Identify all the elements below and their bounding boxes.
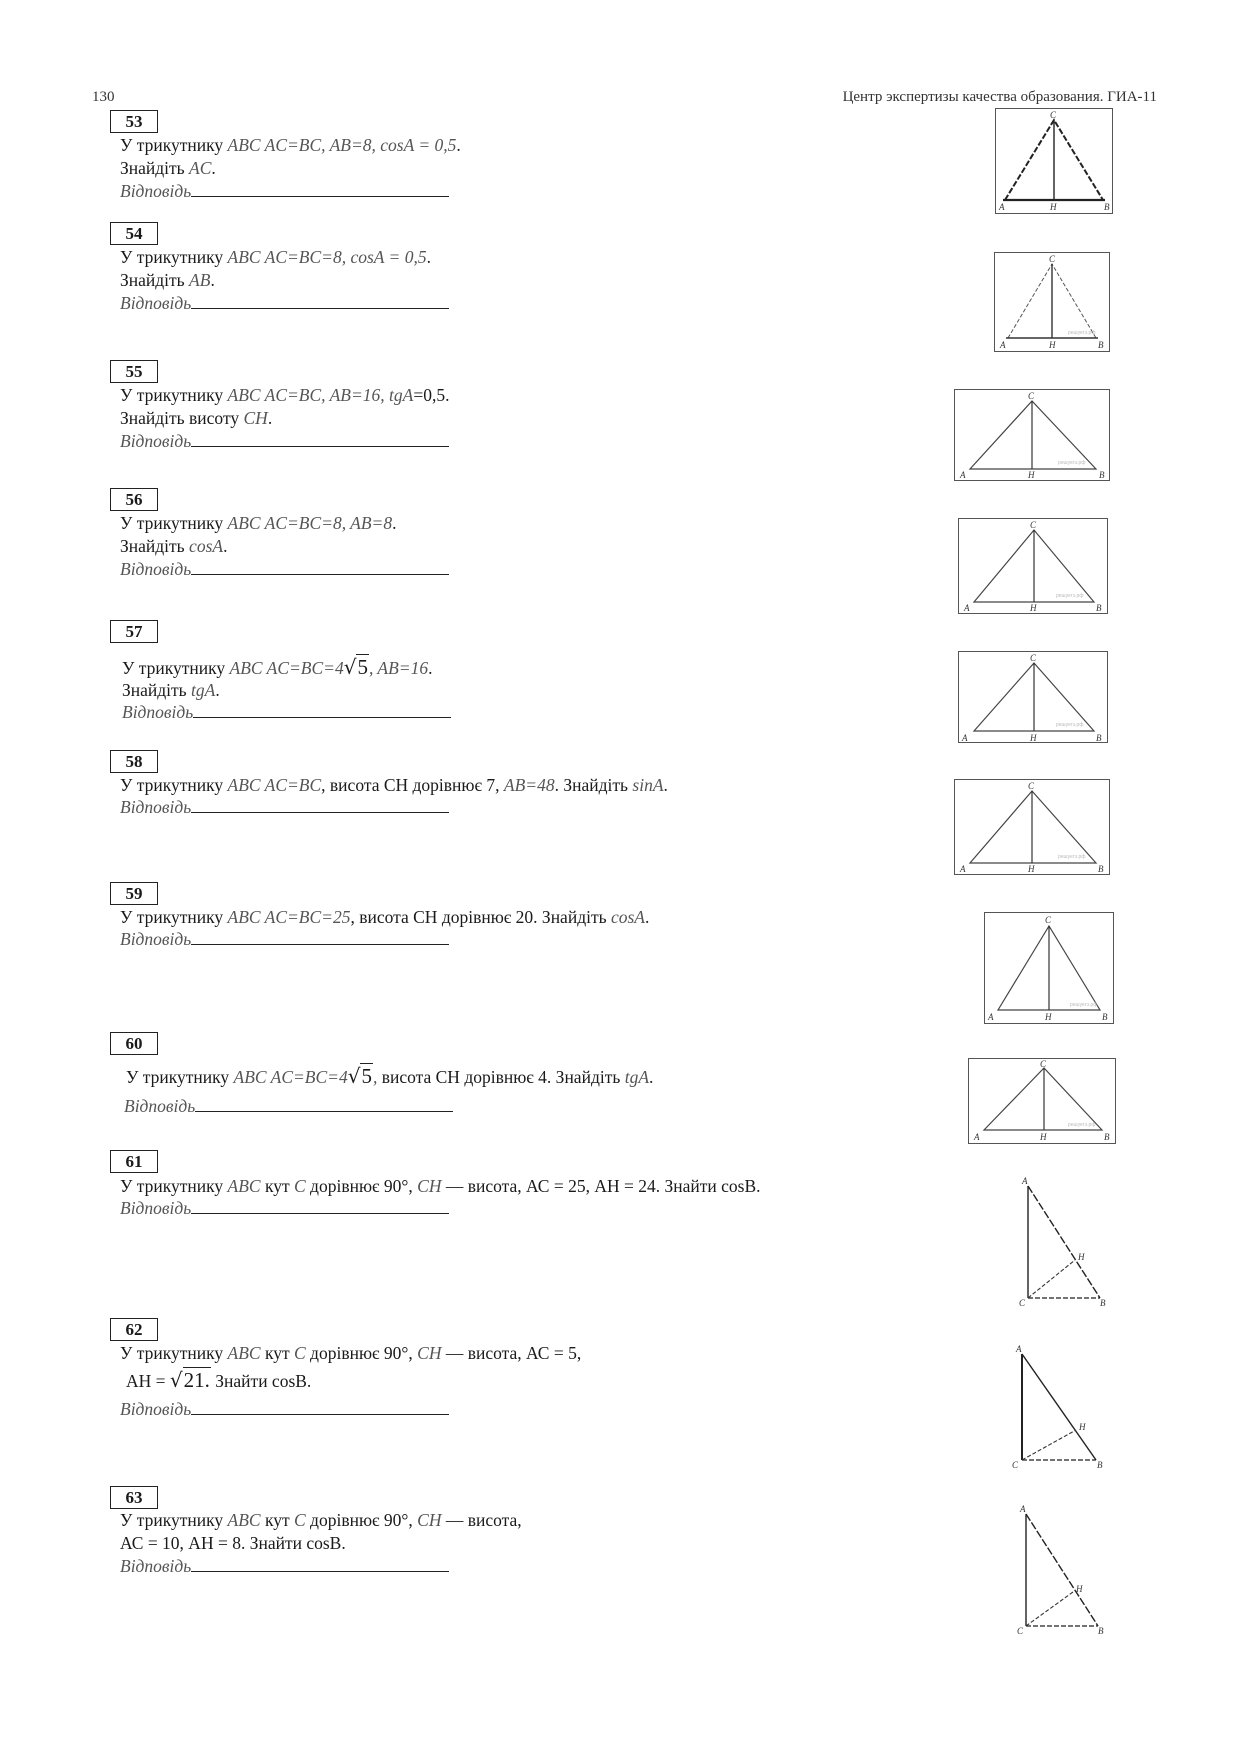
problem-number: 59 (110, 882, 158, 905)
svg-text:A: A (960, 864, 966, 874)
svg-text:H: H (1028, 864, 1035, 874)
svg-text:A: A (1020, 1504, 1026, 1514)
isosceles-triangle-diagram (954, 779, 1110, 875)
figure-right-triangle-61 (1014, 1176, 1114, 1310)
svg-text:C: C (1012, 1460, 1019, 1470)
problem-number: 60 (110, 1032, 158, 1055)
figure-triangle-58 (954, 779, 1110, 875)
svg-text:B: B (1099, 470, 1105, 480)
figure-triangle-54 (994, 252, 1110, 352)
svg-text:C: C (1049, 254, 1056, 264)
svg-text:A: A (962, 733, 968, 743)
isosceles-triangle-diagram (968, 1058, 1116, 1144)
svg-text:B: B (1096, 733, 1102, 743)
figure-triangle-53 (995, 108, 1113, 214)
answer-field[interactable]: Відповідь (124, 1095, 453, 1117)
svg-text:C: C (1045, 915, 1052, 925)
problem-statement: У трикутнику ABC AC=BC, AB=8, cosA = 0,5. (120, 135, 461, 155)
problem-55 (110, 360, 930, 451)
svg-text:решуегэ.рф: решуегэ.рф (1058, 460, 1086, 466)
figure-triangle-59 (984, 912, 1114, 1024)
svg-text:C: C (1030, 653, 1037, 663)
isosceles-triangle-diagram (958, 651, 1108, 743)
figure-right-triangle-63 (1012, 1504, 1112, 1638)
right-triangle-diagram (1012, 1504, 1112, 1638)
svg-text:H: H (1049, 340, 1056, 350)
svg-text:H: H (1050, 202, 1057, 212)
svg-text:H: H (1030, 603, 1037, 613)
svg-text:C: C (1040, 1059, 1047, 1069)
problem-number: 54 (110, 222, 158, 245)
svg-text:H: H (1028, 470, 1035, 480)
answer-field[interactable]: Відповідь (122, 701, 451, 723)
problem-59 (110, 882, 930, 949)
problem-number: 58 (110, 750, 158, 773)
problem-question: Знайдіть cosA. (120, 536, 228, 556)
answer-field[interactable]: Відповідь (120, 1197, 449, 1219)
isosceles-triangle-diagram (994, 252, 1110, 352)
answer-field[interactable]: Відповідь (120, 558, 449, 580)
problem-statement: У трикутнику ABC AC=BC=4√5, висота СН дорівнює 4. Знайдіть tgA. (126, 1064, 654, 1088)
svg-text:H: H (1078, 1252, 1085, 1262)
svg-text:A: A (1016, 1344, 1022, 1354)
svg-text:A: A (1000, 340, 1006, 350)
svg-text:H: H (1079, 1422, 1086, 1432)
svg-text:B: B (1102, 1012, 1108, 1022)
answer-field[interactable]: Відповідь (120, 928, 449, 950)
figure-right-triangle-62 (1006, 1344, 1110, 1474)
figure-triangle-56 (958, 518, 1108, 614)
problem-61 (110, 1150, 930, 1218)
svg-text:C: C (1019, 1298, 1026, 1308)
problem-number: 63 (110, 1486, 158, 1509)
problem-statement: У трикутнику ABC кут C дорівнює 90°, CH — висота, АС = 25, АН = 24. Знайти cosB. (120, 1176, 761, 1196)
svg-text:решуегэ.рф: решуегэ.рф (1056, 593, 1084, 599)
svg-text:B: B (1098, 340, 1104, 350)
page-number: 130 (92, 89, 115, 105)
problem-58 (110, 750, 930, 817)
svg-text:A: A (960, 470, 966, 480)
svg-text:H: H (1040, 1132, 1047, 1142)
svg-text:C: C (1028, 391, 1035, 401)
problem-57 (110, 620, 930, 722)
problem-statement: У трикутнику ABC AC=BC=8, AB=8. (120, 513, 397, 533)
isosceles-triangle-diagram (995, 108, 1113, 214)
figure-triangle-60 (968, 1058, 1116, 1144)
right-triangle-diagram (1006, 1344, 1110, 1474)
problem-question: Знайдіть tgA. (122, 680, 220, 700)
isosceles-triangle-diagram (984, 912, 1114, 1024)
svg-text:A: A (964, 603, 970, 613)
svg-text:A: A (988, 1012, 994, 1022)
answer-field[interactable]: Відповідь (120, 1398, 449, 1420)
svg-text:B: B (1104, 1132, 1110, 1142)
problem-question: Знайдіть AC. (120, 158, 216, 178)
answer-field[interactable]: Відповідь (120, 430, 449, 452)
svg-text:B: B (1096, 603, 1102, 613)
problem-statement: У трикутнику ABC AC=BC=8, cosA = 0,5. (120, 247, 431, 267)
svg-text:A: A (1022, 1176, 1028, 1186)
problem-statement: У трикутнику ABC AC=BC, AB=16, tgA=0,5. (120, 385, 450, 405)
answer-field[interactable]: Відповідь (120, 180, 449, 202)
problem-number: 56 (110, 488, 158, 511)
svg-text:B: B (1098, 864, 1104, 874)
problem-question: АН = √21. Знайти cosB. (126, 1368, 312, 1392)
svg-text:A: A (999, 202, 1005, 212)
svg-text:C: C (1030, 520, 1037, 530)
problem-number: 55 (110, 360, 158, 383)
svg-text:B: B (1098, 1626, 1104, 1636)
problem-56 (110, 488, 930, 579)
svg-text:решуегэ.рф: решуегэ.рф (1068, 1122, 1096, 1128)
isosceles-triangle-diagram (958, 518, 1108, 614)
problem-62 (110, 1318, 930, 1419)
svg-text:C: C (1017, 1626, 1024, 1636)
svg-text:B: B (1100, 1298, 1106, 1308)
problem-question: АС = 10, АН = 8. Знайти cosB. (120, 1533, 346, 1553)
isosceles-triangle-diagram (954, 389, 1110, 481)
right-triangle-diagram (1014, 1176, 1114, 1310)
svg-text:H: H (1045, 1012, 1052, 1022)
problem-60 (110, 1032, 930, 1116)
svg-text:решуегэ.рф: решуегэ.рф (1068, 330, 1096, 336)
problem-statement: У трикутнику ABC AC=BC=25, висота СН дорівнює 20. Знайдіть cosA. (120, 907, 650, 927)
problem-number: 53 (110, 110, 158, 133)
problem-statement: У трикутнику ABC кут C дорівнює 90°, CH — висота, (120, 1510, 522, 1530)
svg-text:B: B (1104, 202, 1110, 212)
svg-text:H: H (1076, 1584, 1083, 1594)
svg-text:H: H (1030, 733, 1037, 743)
svg-text:C: C (1028, 781, 1035, 791)
svg-text:решуегэ.рф: решуегэ.рф (1056, 722, 1084, 728)
problem-number: 57 (110, 620, 158, 643)
problem-54 (110, 222, 930, 313)
answer-field[interactable]: Відповідь (120, 796, 449, 818)
problem-statement: У трикутнику ABC кут C дорівнює 90°, CH — висота, АС = 5, (120, 1343, 582, 1363)
svg-text:C: C (1050, 110, 1057, 120)
figure-triangle-57 (958, 651, 1108, 743)
page-source-header: Центр экспертизы качества образования. ГИА-11 (842, 89, 1157, 105)
svg-text:решуегэ.рф: решуегэ.рф (1058, 854, 1086, 860)
problem-number: 62 (110, 1318, 158, 1341)
problem-statement: У трикутнику ABC AC=BC, висота СН дорівнює 7, AB=48. Знайдіть sinA. (120, 775, 668, 795)
problem-question: Знайдіть висоту CH. (120, 408, 273, 428)
problem-statement: У трикутнику ABC AC=BC=4√5, AB=16. (122, 655, 433, 679)
answer-field[interactable]: Відповідь (120, 1555, 449, 1577)
problem-53 (110, 110, 930, 201)
svg-text:A: A (974, 1132, 980, 1142)
svg-text:решуегэ.рф: решуегэ.рф (1070, 1002, 1098, 1008)
problem-number: 61 (110, 1150, 158, 1173)
figure-triangle-55 (954, 389, 1110, 481)
svg-text:B: B (1097, 1460, 1103, 1470)
answer-field[interactable]: Відповідь (120, 292, 449, 314)
problem-63 (110, 1486, 930, 1576)
problem-question: Знайдіть AB. (120, 270, 215, 290)
